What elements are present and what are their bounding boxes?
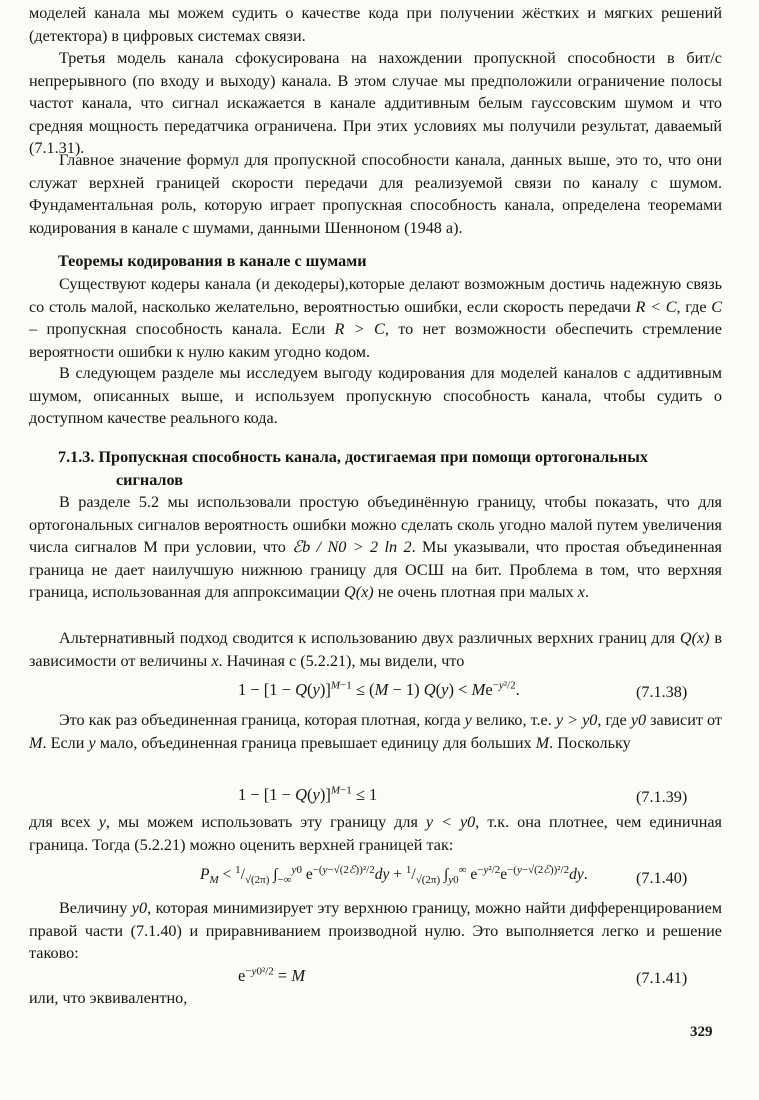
equation-number-7-1-41: (7.1.41) <box>636 969 688 987</box>
condition-r-greater-c: R > C <box>334 320 385 338</box>
paragraph-main-value: Главное значение формул для пропускной способности канала, данных выше, это то, что они служат верхней границей скорости передачи для реализуемой связи по каналу с шумом. Фундаментальная роль, которую играет пропускная способность канала, определена теоремами кодирования в канале с шумами, данными Шенноном (1948 а). <box>29 151 722 237</box>
equation-number-7-1-38: (7.1.38) <box>636 683 688 701</box>
equation-number-7-1-40: (7.1.40) <box>636 869 688 887</box>
equation-7-1-40: $P_M < ^1/_{√(2\pi)}$ $\int_{-\infty}^{y0}$ $e^{-(y-√(2ℰ))^2/2}dy + ^1/_{√(2\pi)}$ $\int_{y0}^\infty$ $e^{-y^2/2}e^{-(y-√(2ℰ))^2/2}dy$. <box>200 863 588 887</box>
paragraph-top: моделей канала мы можем судить о качестве кода при получении жёстких и мягких решений (детектора) в цифровых системах связи. <box>29 4 722 45</box>
paragraph-third-model: Третья модель канала сфокусирована на нахождении пропускной способности в бит/с непрерывного (по входу и выходу) канала. В этом случае мы предположили ограничение полосы частот канала, что сигнал искажается в канале аддитивным белым гауссовским шумом и что средняя мощность передатчика ограничена. При этих условиях мы получили результат, даваемый (7.1.31). <box>29 49 722 157</box>
equation-7-1-41: $e^{-y0^2/2} = M$ <box>238 965 306 985</box>
paragraph-for-all-y: для всех y, мы можем использовать эту границу для y < y0, т.к. она плотнее, чем единичная граница. Тогда (5.2.21) можно оценить верхней границей так: <box>29 813 722 854</box>
condition-r-less-c: R < C <box>635 297 677 316</box>
snr-condition: ℰb / N0 > 2 ln 2 <box>292 538 412 556</box>
paragraph-coders: Существуют кодеры канала (и декодеры),которые делают возможным достичь надежную связь со столь малой, насколько желательно, вероятностью ошибки, если скорость передачи R < C, где C – пропускная способность канала. Если R > C, то нет возможности обеспечить стремление вероятности ошибки к нулю каким угодно кодом. <box>29 275 722 361</box>
equation-7-1-38: $1 - [1 - Q(y)]^{M-1} \le (M - 1) Q(y) < Me^{-y^2/2}$. <box>238 679 520 699</box>
paragraph-union-bound: Это как раз объединенная граница, которая плотная, когда y велико, т.е. y > y0, где y0 зависит от M. Если y мало, объединенная граница превышает единицу для больших M. Поскольку <box>29 711 722 752</box>
page-number: 329 <box>690 1024 713 1040</box>
heading-theorems: Теоремы кодирования в канале с шумами <box>58 252 367 270</box>
paragraph-section-52: В разделе 5.2 мы использовали простую объединённую границу, чтобы показать, что для ортогональных сигналов вероятность ошибки можно сделать сколь угодно малой путем увеличения числа сигналов М при условии, что ℰb / N0 > 2 ln 2. Мы указывали, что простая объединенная граница не дает наилучшую нижнюю границу для ОСШ на бит. Проблема в том, что верхняя граница, использованная для аппроксимации Q(x) не очень плотная при малых x. <box>29 493 722 601</box>
equation-number-7-1-39: (7.1.39) <box>636 788 688 806</box>
heading-section-713: 7.1.3. Пропускная способность канала, достигаемая при помощи ортогональных сигналов <box>58 448 648 489</box>
paragraph-next-section: В следующем разделе мы исследуем выгоду кодирования для моделей каналов с аддитивным шумом, описанных выше, и используем пропускную способность канала, чтобы судить о доступном качестве реального кода. <box>29 364 722 427</box>
equation-7-1-39: $1 - [1 - Q(y)]^{M-1} \le 1$ <box>238 784 378 804</box>
paragraph-value-y0: Величину y0, которая минимизирует эту верхнюю границу, можно найти дифференцированием правой части (7.1.40) и приравниванием производной нулю. Это выполняется легко и решение таково: <box>29 899 722 962</box>
paragraph-alternative: Альтернативный подход сводится к использованию двух различных верхних границ для Q(x) в зависимости от величины x. Начиная с (5.2.21), мы видели, что <box>29 629 722 670</box>
paragraph-equivalently: или, что эквивалентно, <box>29 989 188 1007</box>
